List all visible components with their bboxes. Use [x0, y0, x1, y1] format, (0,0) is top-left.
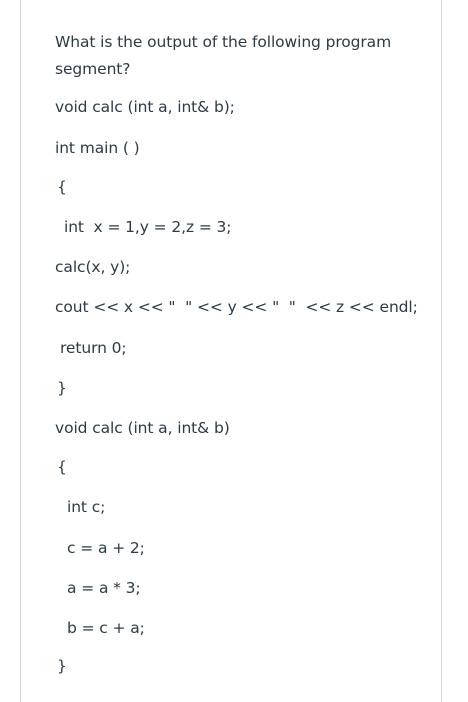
code-line-5: calc(x, y);	[55, 258, 131, 276]
code-line-11: int c;	[67, 498, 106, 516]
code-line-4: int x = 1,y = 2,z = 3;	[64, 218, 232, 236]
code-line-8: }	[57, 379, 67, 397]
code-line-2: int main ( )	[55, 139, 140, 157]
code-line-9: void calc (int a, int& b)	[55, 419, 230, 437]
code-line-12: c = a + 2;	[67, 539, 145, 557]
code-line-3: {	[57, 178, 67, 196]
code-line-13: a = a * 3;	[67, 579, 141, 597]
code-line-7: return 0;	[60, 339, 127, 357]
code-line-10: {	[57, 458, 67, 476]
code-line-15: }	[57, 657, 67, 675]
question-text-line-1: What is the output of the following program	[55, 33, 392, 51]
code-line-1: void calc (int a, int& b);	[55, 98, 235, 116]
question-text-line-2: segment?	[55, 60, 131, 78]
code-line-14: b = c + a;	[67, 619, 145, 637]
code-line-6: cout << x << " " << y << " " << z << endl;	[55, 298, 418, 316]
